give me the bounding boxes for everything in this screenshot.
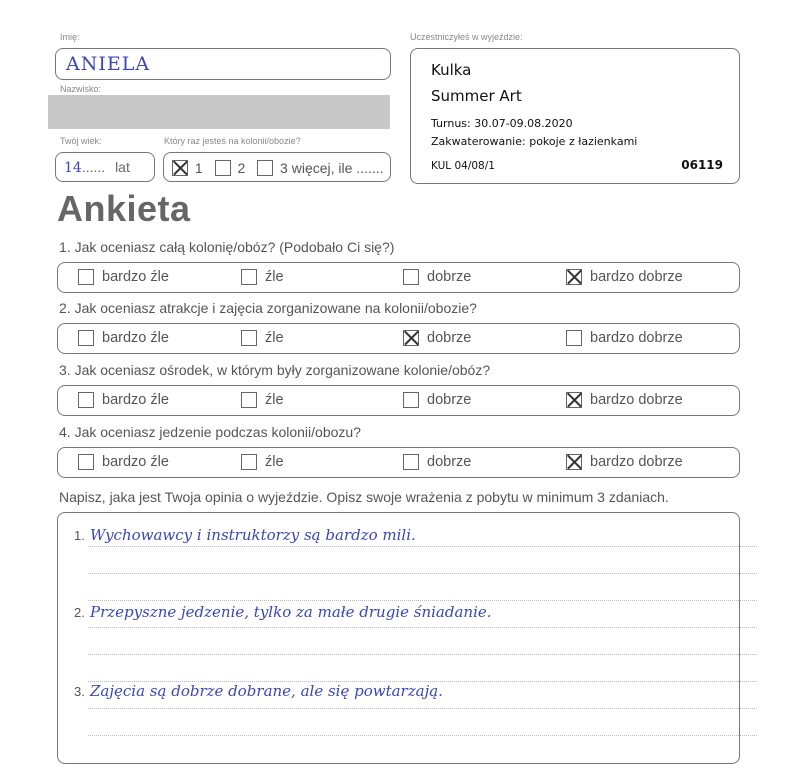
times-option-3: 3 więcej, ile .......	[280, 160, 384, 177]
checkbox[interactable]	[78, 392, 94, 408]
question-2-option-2[interactable]	[241, 330, 284, 346]
checkbox[interactable]	[403, 269, 419, 285]
option-label: bardzo źle	[102, 330, 169, 347]
option-label: dobrze	[427, 392, 472, 409]
question-3-option-3[interactable]	[403, 392, 471, 408]
option-label: dobrze	[427, 454, 472, 471]
option-label: dobrze	[427, 330, 472, 347]
option-label: źle	[265, 392, 284, 409]
times-checkbox-3[interactable]	[257, 160, 273, 176]
question-4-option-3[interactable]	[403, 454, 471, 470]
question-1-option-2[interactable]	[241, 269, 284, 285]
question-3-options	[57, 385, 740, 416]
option-label: źle	[265, 330, 284, 347]
checkbox[interactable]	[403, 454, 419, 470]
option-label: źle	[265, 269, 284, 286]
checkbox[interactable]	[78, 454, 94, 470]
checkbox[interactable]	[403, 392, 419, 408]
question-3-option-1[interactable]	[78, 392, 169, 408]
checkbox[interactable]	[566, 330, 582, 346]
first-name-field[interactable]	[55, 48, 391, 80]
times-field	[163, 152, 391, 182]
last-name-label: Nazwisko:	[60, 84, 102, 94]
question-2-option-4[interactable]	[566, 330, 683, 346]
option-label: bardzo dobrze	[590, 392, 683, 409]
age-dots: ......	[81, 159, 106, 175]
camp-number: 06119	[681, 158, 723, 172]
first-name-label: Imię:	[60, 32, 80, 42]
question-1-option-3[interactable]	[403, 269, 471, 285]
writing-line	[88, 735, 757, 736]
writing-line	[88, 546, 757, 547]
question-2-option-3[interactable]	[403, 330, 471, 346]
age-unit: lat	[115, 159, 130, 175]
option-label: źle	[265, 454, 284, 471]
question-3-text: 3. Jak oceniasz ośrodek, w którym były zorganizowane kolonie/obóz?	[59, 362, 491, 378]
checkbox[interactable]	[78, 330, 94, 346]
checkbox[interactable]	[566, 454, 582, 470]
question-3-option-4[interactable]	[566, 392, 683, 408]
opinion-prompt: Napisz, jaka jest Twoja opinia o wyjeździe. Opisz swoje wrażenia z pobytu w minimum 3 zdaniach.	[59, 489, 669, 505]
times-checkbox-2[interactable]	[215, 160, 231, 176]
camp-card	[410, 48, 740, 184]
question-4-option-4[interactable]	[566, 454, 683, 470]
age-field[interactable]	[55, 152, 155, 182]
question-3-option-2[interactable]	[241, 392, 284, 408]
camp-accommodation: Zakwaterowanie: pokoje z łazienkami	[431, 135, 638, 148]
camp-code: KUL 04/08/1	[431, 160, 495, 172]
question-4-options	[57, 447, 740, 478]
answer-3-number: 3.	[74, 684, 85, 699]
answer-2-number: 2.	[74, 605, 85, 620]
writing-line	[88, 573, 757, 574]
option-label: bardzo źle	[102, 269, 169, 286]
camp-program: Summer Art	[431, 87, 522, 105]
times-label: Który raz jesteś na kolonii/obozie?	[164, 136, 301, 146]
checkbox[interactable]	[78, 269, 94, 285]
writing-line	[88, 600, 757, 601]
question-2-text: 2. Jak oceniasz atrakcje i zajęcia zorganizowane na kolonii/obozie?	[59, 300, 477, 316]
question-1-options	[57, 262, 740, 293]
times-option-2: 2	[237, 160, 246, 177]
camp-label: Uczestniczyłeś w wyjeździe:	[410, 32, 523, 42]
camp-turnus: Turnus: 30.07-09.08.2020	[431, 117, 573, 130]
times-checkbox-1[interactable]	[172, 160, 188, 176]
writing-line	[88, 627, 757, 628]
answer-3-text: Zajęcia są dobrze dobrane, ale się powtarzają.	[90, 682, 443, 700]
answer-1-number: 1.	[74, 528, 85, 543]
option-label: bardzo źle	[102, 392, 169, 409]
question-4-option-2[interactable]	[241, 454, 284, 470]
age-label: Twój wiek:	[60, 136, 102, 146]
option-label: bardzo dobrze	[590, 330, 683, 347]
survey-title: Ankieta	[57, 188, 191, 229]
option-label: bardzo dobrze	[590, 269, 683, 286]
writing-line	[88, 654, 757, 655]
checkbox[interactable]	[241, 330, 257, 346]
writing-line	[88, 708, 757, 709]
option-label: dobrze	[427, 269, 472, 286]
question-4-text: 4. Jak oceniasz jedzenie podczas kolonii/obozu?	[59, 424, 361, 440]
checkbox[interactable]	[566, 269, 582, 285]
answer-2-text: Przepyszne jedzenie, tylko za małe drugie śniadanie.	[90, 603, 492, 621]
first-name-value: ANIELA	[66, 53, 151, 75]
option-label: bardzo źle	[102, 454, 169, 471]
answer-1-text: Wychowawcy i instruktorzy są bardzo mili.	[90, 526, 416, 544]
option-label: bardzo dobrze	[590, 454, 683, 471]
last-name-redacted	[48, 95, 390, 129]
times-option-1: 1	[194, 160, 203, 177]
checkbox[interactable]	[241, 454, 257, 470]
camp-name: Kulka	[431, 61, 472, 79]
question-1-text: 1. Jak oceniasz całą kolonię/obóz? (Podobało Ci się?)	[59, 239, 395, 255]
opinion-box[interactable]	[57, 512, 740, 764]
question-2-options	[57, 323, 740, 354]
question-1-option-4[interactable]	[566, 269, 683, 285]
checkbox[interactable]	[566, 392, 582, 408]
age-value: 14	[64, 160, 82, 176]
checkbox[interactable]	[241, 392, 257, 408]
question-1-option-1[interactable]	[78, 269, 169, 285]
question-2-option-1[interactable]	[78, 330, 169, 346]
checkbox[interactable]	[241, 269, 257, 285]
question-4-option-1[interactable]	[78, 454, 169, 470]
checkbox[interactable]	[403, 330, 419, 346]
